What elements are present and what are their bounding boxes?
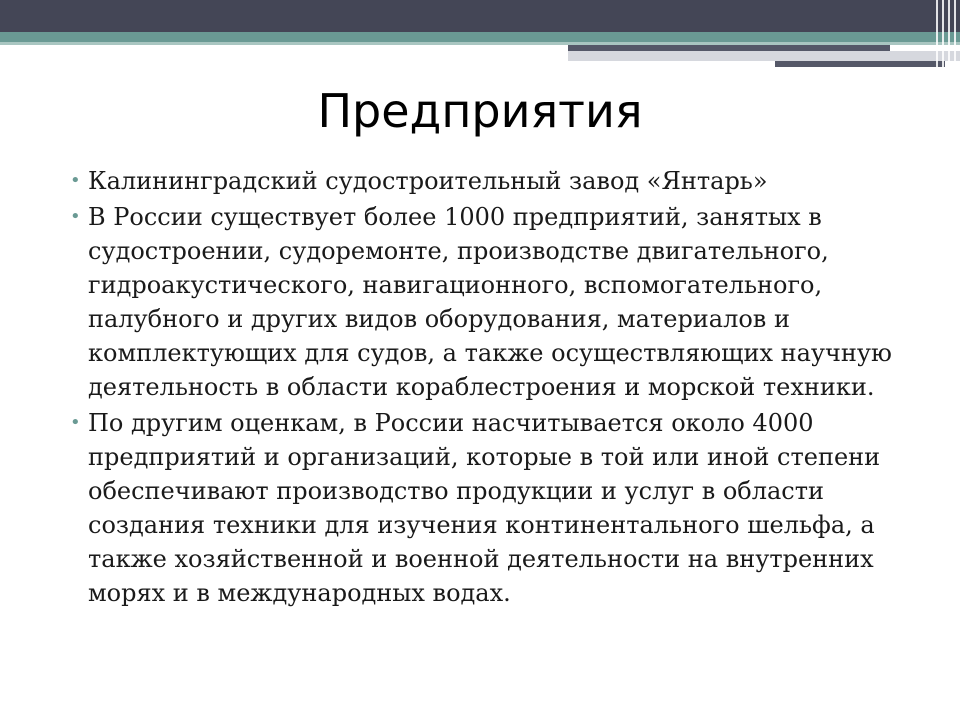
bullet-dot-icon: • [70, 206, 81, 227]
bullet-text: По другим оценкам, в России насчитывается около 4000 предприятий и организаций, которые в той или иной степени обеспечивают производство продукции и услуг в области создания техники для изучения континентального шельфа, а также хозяйственной и военной деятельности на внутренних морях и в международных водах. [88, 409, 881, 607]
bullet-dot-icon: • [70, 170, 81, 191]
header-accent-short-bar [775, 61, 945, 67]
bullet-list [70, 164, 930, 612]
header-dark-bar [0, 0, 960, 32]
slide-title: Предприятия [317, 84, 643, 138]
bullet-item [70, 406, 930, 610]
bullet-text: В России существует более 1000 предприятий, занятых в судостроении, судоремонте, производстве двигательного, гидроакустического, навигационного, вспомогательного, палубного и других видов оборудования, материалов и комплектующих для судов, а также осуществляющих научную деятельность в области кораблестроения и морской техники. [88, 203, 892, 401]
bullet-text: Калининградский судостроительный завод «Янтарь» [88, 167, 768, 195]
header-teal-bar [0, 32, 960, 42]
bullet-dot-icon: • [70, 412, 81, 433]
header-accent-shadow-bar [568, 51, 960, 61]
bullet-item [70, 164, 930, 198]
bullet-item [70, 200, 930, 404]
header-right-stripes [932, 0, 960, 68]
